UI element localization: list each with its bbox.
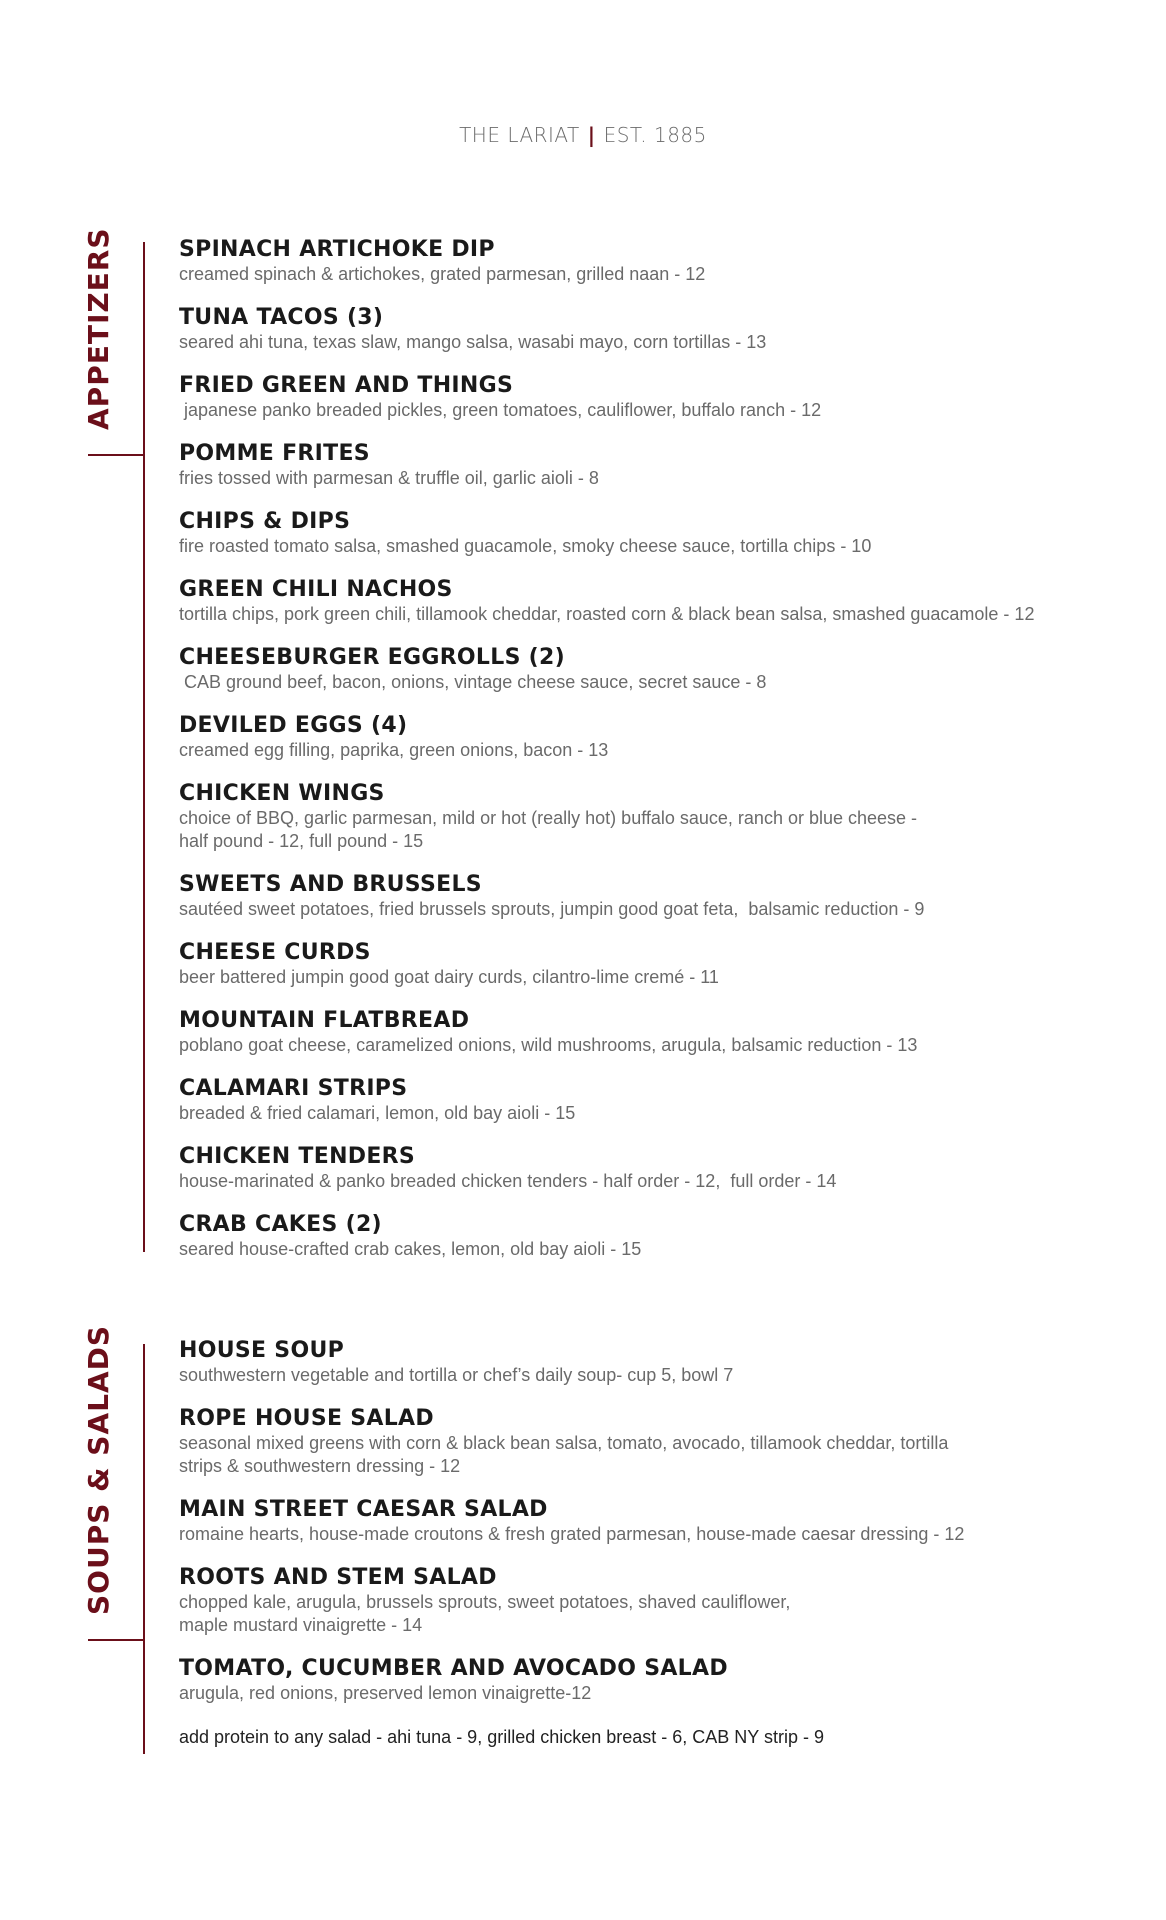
menu-item xyxy=(179,872,1099,940)
menu-item xyxy=(179,1076,1099,1144)
item-description: fire roasted tomato salsa, smashed guacamole, smoky cheese sauce, tortilla chips - 10 xyxy=(179,536,872,556)
item-description: house-marinated & panko breaded chicken tenders - half order - 12, full order - 14 xyxy=(179,1171,837,1191)
restaurant-header xyxy=(0,123,1166,147)
menu-item xyxy=(179,305,1099,373)
item-description: seared ahi tuna, texas slaw, mango salsa, wasabi mayo, corn tortillas - 13 xyxy=(179,332,767,352)
item-name: MOUNTAIN FLATBREAD xyxy=(179,1008,470,1033)
item-description: seasonal mixed greens with corn & black bean salsa, tomato, avocado, tillamook cheddar, tortilla strips & southwestern dressing - 12 xyxy=(179,1433,949,1476)
menu-item xyxy=(179,940,1099,1008)
menu-item xyxy=(179,1565,1099,1656)
item-description: japanese panko breaded pickles, green tomatoes, cauliflower, buffalo ranch - 12 xyxy=(179,400,822,420)
menu-item xyxy=(179,441,1099,509)
menu-item xyxy=(179,781,1099,872)
header-separator: | xyxy=(587,123,596,147)
item-name: DEVILED EGGS (4) xyxy=(179,713,408,738)
menu-item xyxy=(179,1406,1099,1497)
item-name: GREEN CHILI NACHOS xyxy=(179,577,453,602)
appetizers-section-label: APPETIZERS xyxy=(82,227,115,430)
menu-item xyxy=(179,577,1099,645)
item-name: TUNA TACOS (3) xyxy=(179,305,384,330)
soups-salads-list xyxy=(179,1338,1099,1749)
menu-item xyxy=(179,713,1099,781)
item-name: CRAB CAKES (2) xyxy=(179,1212,382,1237)
item-name: CHICKEN WINGS xyxy=(179,781,385,806)
item-description: seared house-crafted crab cakes, lemon, old bay aioli - 15 xyxy=(179,1239,642,1259)
item-name: CHICKEN TENDERS xyxy=(179,1144,416,1169)
item-description: CAB ground beef, bacon, onions, vintage cheese sauce, secret sauce - 8 xyxy=(179,672,767,692)
item-description: romaine hearts, house-made croutons & fresh grated parmesan, house-made caesar dressing - 12 xyxy=(179,1524,965,1544)
item-description: breaded & fried calamari, lemon, old bay aioli - 15 xyxy=(179,1103,576,1123)
menu-item xyxy=(179,1338,1099,1406)
item-name: CALAMARI STRIPS xyxy=(179,1076,408,1101)
add-protein-note: add protein to any salad - ahi tuna - 9, grilled chicken breast - 6, CAB NY strip - 9 xyxy=(179,1727,824,1747)
item-description: sautéed sweet potatoes, fried brussels sprouts, jumpin good goat feta, balsamic reduction - 9 xyxy=(179,899,925,919)
menu-item xyxy=(179,1008,1099,1076)
menu-item xyxy=(179,1144,1099,1212)
item-name: CHEESE CURDS xyxy=(179,940,371,965)
soups-divider-horizontal xyxy=(88,1639,145,1641)
established-year: EST. 1885 xyxy=(603,123,707,147)
item-description: creamed egg filling, paprika, green onions, bacon - 13 xyxy=(179,740,609,760)
menu-item xyxy=(179,373,1099,441)
item-name: SPINACH ARTICHOKE DIP xyxy=(179,237,495,262)
item-name: SWEETS AND BRUSSELS xyxy=(179,872,482,897)
item-name: MAIN STREET CAESAR SALAD xyxy=(179,1497,548,1522)
item-description: choice of BBQ, garlic parmesan, mild or hot (really hot) buffalo sauce, ranch or blue cheese - half pound - 12, full pound - 15 xyxy=(179,808,918,851)
menu-item xyxy=(179,1656,1099,1726)
item-description: creamed spinach & artichokes, grated parmesan, grilled naan - 12 xyxy=(179,264,706,284)
menu-item xyxy=(179,509,1099,577)
item-name: POMME FRITES xyxy=(179,441,370,466)
item-description: beer battered jumpin good goat dairy curds, cilantro-lime cremé - 11 xyxy=(179,967,719,987)
item-name: ROPE HOUSE SALAD xyxy=(179,1406,434,1431)
menu-item xyxy=(179,1212,1099,1280)
item-description: southwestern vegetable and tortilla or chef’s daily soup- cup 5, bowl 7 xyxy=(179,1365,734,1385)
appetizers-divider-horizontal xyxy=(88,454,145,456)
menu-item xyxy=(179,645,1099,713)
item-name: TOMATO, CUCUMBER AND AVOCADO SALAD xyxy=(179,1656,728,1681)
menu-item xyxy=(179,237,1099,305)
soups-salads-section-label: SOUPS & SALADS xyxy=(82,1324,115,1615)
soups-divider-vertical xyxy=(143,1344,145,1754)
item-name: CHIPS & DIPS xyxy=(179,509,351,534)
appetizers-divider-vertical xyxy=(143,242,145,1252)
item-description: chopped kale, arugula, brussels sprouts, sweet potatoes, shaved cauliflower, maple mustard vinaigrette - 14 xyxy=(179,1592,791,1635)
item-description: tortilla chips, pork green chili, tillamook cheddar, roasted corn & black bean salsa, smashed guacamole - 12 xyxy=(179,604,1035,624)
menu-item xyxy=(179,1497,1099,1565)
appetizers-list xyxy=(179,237,1099,1280)
item-description: poblano goat cheese, caramelized onions, wild mushrooms, arugula, balsamic reduction - 13 xyxy=(179,1035,918,1055)
restaurant-name: THE LARIAT xyxy=(459,123,580,147)
item-description: fries tossed with parmesan & truffle oil, garlic aioli - 8 xyxy=(179,468,599,488)
item-name: CHEESEBURGER EGGROLLS (2) xyxy=(179,645,565,670)
item-name: FRIED GREEN AND THINGS xyxy=(179,373,514,398)
item-name: ROOTS AND STEM SALAD xyxy=(179,1565,497,1590)
item-description: arugula, red onions, preserved lemon vinaigrette-12 xyxy=(179,1683,592,1703)
item-name: HOUSE SOUP xyxy=(179,1338,345,1363)
